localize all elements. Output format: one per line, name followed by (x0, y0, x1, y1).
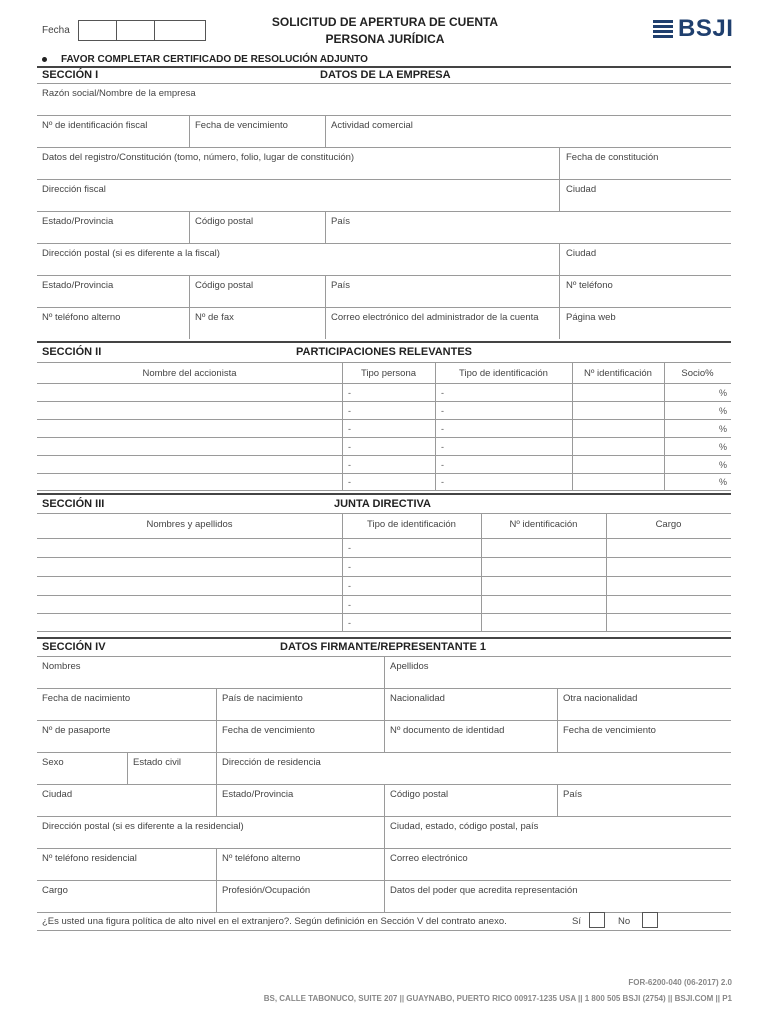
col-divider (384, 784, 385, 816)
socio-pct-unit: % (719, 388, 728, 398)
telefono-alterno-field[interactable]: Nº teléfono alterno (222, 853, 301, 864)
table-row (37, 437, 731, 438)
col-header-cargo: Cargo (655, 519, 682, 530)
table-row (37, 631, 731, 632)
tipo-id-select[interactable]: - (348, 562, 351, 572)
pasaporte-field[interactable]: Nº de pasaporte (42, 725, 111, 736)
telefono-field[interactable]: Nº teléfono (566, 280, 613, 291)
col-divider (127, 752, 128, 784)
pais-postal-field[interactable]: País (331, 280, 351, 291)
row-divider (37, 848, 731, 849)
col-header-tipo-id: Tipo de identificación (367, 519, 456, 530)
table-row (37, 490, 731, 491)
profesion-field[interactable]: Profesión/Ocupación (222, 885, 311, 896)
footer-address: BS, CALLE TABONUCO, SUITE 207 || GUAYNABO, PUERTO RICO 00917-1235 USA || 1 800 505 BSJI (2754) || BSJI.COM || P1 (263, 994, 732, 1003)
pep-question: ¿Es usted una figura política de alto nivel en el extranjero?. Según definición en Sección V del contrato anexo. (42, 916, 507, 927)
tipo-id-select[interactable]: - (441, 442, 444, 452)
tipo-persona-select[interactable]: - (348, 424, 351, 434)
cargo-field[interactable]: Cargo (42, 885, 68, 896)
pep-no-checkbox[interactable] (642, 912, 658, 928)
socio-pct-unit: % (719, 406, 728, 416)
date-field[interactable] (78, 20, 205, 41)
ciudad-field[interactable]: Ciudad (42, 789, 73, 800)
row-divider (37, 513, 731, 514)
table-row (37, 538, 731, 539)
table-row (37, 613, 731, 614)
section-divider (37, 341, 731, 343)
row-divider (37, 115, 731, 116)
pais-field[interactable]: País (563, 789, 583, 800)
fecha-vencimiento-documento-field[interactable]: Fecha de vencimiento (563, 725, 656, 736)
ciudad-estado-cp-field[interactable]: Ciudad, estado, código postal, país (390, 821, 539, 832)
tipo-id-select[interactable]: - (441, 424, 444, 434)
col-divider (557, 784, 558, 816)
socio-pct-unit: % (719, 477, 728, 487)
codigo-postal-postal-field[interactable]: Código postal (195, 280, 254, 291)
tipo-id-select[interactable]: - (348, 581, 351, 591)
fecha-nacimiento-field[interactable]: Fecha de nacimiento (42, 693, 131, 704)
col-divider (216, 752, 217, 784)
col-header-tipo-id: Tipo de identificación (459, 368, 548, 379)
bullet-note (42, 54, 368, 65)
row-divider (37, 930, 731, 931)
section-3-title: JUNTA DIRECTIVA (334, 498, 431, 510)
fecha-vencimiento-field[interactable]: Fecha de vencimiento (195, 120, 288, 131)
col-divider (384, 816, 385, 912)
id-fiscal-field[interactable]: Nº de identificación fiscal (42, 120, 148, 131)
section-divider (37, 493, 731, 495)
form-code: FOR-6200-040 (06-2017) 2.0 (628, 978, 732, 987)
row-divider (37, 880, 731, 881)
col-divider (325, 115, 326, 147)
logo-bars-icon (653, 20, 673, 38)
fax-field[interactable]: Nº de fax (195, 312, 234, 323)
row-divider (37, 912, 731, 913)
nombres-field[interactable]: Nombres (42, 661, 81, 672)
tipo-persona-select[interactable]: - (348, 442, 351, 452)
tipo-id-select[interactable]: - (441, 460, 444, 470)
col-divider (664, 362, 665, 490)
ciudad-fiscal-field[interactable]: Ciudad (566, 184, 597, 195)
date-day-box[interactable] (78, 20, 117, 41)
tipo-id-select[interactable]: - (348, 600, 351, 610)
table-row (37, 401, 731, 402)
row-divider (37, 307, 731, 308)
row-divider (37, 362, 731, 363)
tipo-id-select[interactable]: - (441, 388, 444, 398)
col-divider (216, 784, 217, 816)
tipo-id-select[interactable]: - (348, 618, 351, 628)
pep-si-checkbox[interactable] (589, 912, 605, 928)
tipo-id-select[interactable]: - (441, 477, 444, 487)
socio-pct-unit: % (719, 424, 728, 434)
pais-field[interactable]: País (331, 216, 351, 227)
date-month-box[interactable] (116, 20, 155, 41)
tipo-persona-select[interactable]: - (348, 388, 351, 398)
direccion-fiscal-field[interactable]: Dirección fiscal (42, 184, 106, 195)
col-header-num-id: Nº identificación (509, 519, 578, 530)
direccion-residencia-field[interactable]: Dirección de residencia (222, 757, 321, 768)
row-divider (37, 83, 731, 84)
direccion-postal-field[interactable]: Dirección postal (si es diferente a la residencial) (42, 821, 244, 832)
pep-no-label: No (618, 916, 631, 927)
section-2-label: SECCIÓN II (42, 346, 102, 358)
row-divider (37, 275, 731, 276)
bullet-icon (42, 57, 47, 62)
section-3-label: SECCIÓN III (42, 498, 105, 510)
col-header-tipo-persona: Tipo persona (360, 368, 417, 379)
col-divider (384, 656, 385, 688)
col-divider (189, 115, 190, 147)
table-row (37, 576, 731, 577)
datos-poder-field[interactable]: Datos del poder que acredita representación (390, 885, 578, 896)
razon-social-field[interactable]: Razón social/Nombre de la empresa (42, 88, 196, 99)
section-divider (37, 66, 731, 68)
codigo-postal-field[interactable]: Código postal (195, 216, 254, 227)
tipo-persona-select[interactable]: - (348, 477, 351, 487)
pagina-web-field[interactable]: Página web (566, 312, 616, 323)
direccion-postal-field[interactable]: Dirección postal (si es diferente a la fiscal) (42, 248, 220, 259)
fecha-vencimiento-pasaporte-field[interactable]: Fecha de vencimiento (222, 725, 315, 736)
tipo-persona-select[interactable]: - (348, 460, 351, 470)
table-row (37, 383, 731, 384)
col-divider (325, 211, 326, 243)
codigo-postal-field[interactable]: Código postal (390, 789, 449, 800)
date-year-box[interactable] (154, 20, 206, 41)
socio-pct-unit: % (719, 460, 728, 470)
datos-registro-field[interactable]: Datos del registro/Constitución (tomo, número, folio, lugar de constitución) (42, 152, 355, 163)
col-divider (189, 211, 190, 243)
logo-text: BSJI (678, 15, 734, 42)
col-header-num-id: Nº identificación (584, 368, 652, 379)
pais-nacimiento-field[interactable]: País de nacimiento (222, 693, 303, 704)
actividad-comercial-field[interactable]: Actividad comercial (331, 120, 413, 131)
row-divider (37, 179, 731, 180)
section-1-title: DATOS DE LA EMPRESA (320, 69, 451, 81)
socio-pct-unit: % (719, 442, 728, 452)
pep-si-label: Sí (572, 916, 581, 927)
col-header-nombres: Nombres y apellidos (146, 519, 233, 530)
section-4-title: DATOS FIRMANTE/REPRESENTANTE 1 (280, 641, 486, 653)
table-row (37, 557, 731, 558)
section-4-label: SECCIÓN IV (42, 641, 106, 653)
otra-nacionalidad-field[interactable]: Otra nacionalidad (563, 693, 638, 704)
tipo-id-select[interactable]: - (348, 543, 351, 553)
date-label: Fecha (42, 25, 70, 36)
table-row (37, 473, 731, 474)
form-title: SOLICITUD DE APERTURA DE CUENTA (271, 15, 499, 29)
col-divider (572, 362, 573, 490)
nacionalidad-field[interactable]: Nacionalidad (390, 693, 445, 704)
telefono-alterno-field[interactable]: Nº teléfono alterno (42, 312, 121, 323)
sexo-field[interactable]: Sexo (42, 757, 64, 768)
row-divider (37, 752, 731, 753)
documento-identidad-field[interactable]: Nº documento de identidad (390, 725, 505, 736)
tipo-id-select[interactable]: - (441, 406, 444, 416)
fecha-constitucion-field[interactable]: Fecha de constitución (566, 152, 659, 163)
section-2-title: PARTICIPACIONES RELEVANTES (296, 346, 473, 358)
section-divider (37, 637, 731, 639)
tipo-persona-select[interactable]: - (348, 406, 351, 416)
row-divider (37, 243, 731, 244)
col-divider (342, 362, 343, 490)
col-divider (435, 362, 436, 490)
col-header-socio-pct: Socio% (681, 368, 714, 379)
row-divider (37, 720, 731, 721)
estado-provincia-postal-field[interactable]: Estado/Provincia (42, 280, 114, 291)
bank-logo (653, 15, 733, 43)
table-row (37, 455, 731, 456)
row-divider (37, 211, 731, 212)
table-row (37, 419, 731, 420)
apellidos-field[interactable]: Apellidos (390, 661, 429, 672)
estado-civil-field[interactable]: Estado civil (133, 757, 182, 768)
estado-provincia-field[interactable]: Estado/Provincia (222, 789, 294, 800)
section-1-label: SECCIÓN I (42, 69, 99, 81)
form-subtitle: PERSONA JURÍDICA (325, 32, 445, 46)
col-divider (559, 243, 560, 339)
telefono-residencial-field[interactable]: Nº teléfono residencial (42, 853, 137, 864)
bullet-note-text: FAVOR COMPLETAR CERTIFICADO DE RESOLUCIÓN ADJUNTO (61, 54, 368, 65)
correo-field[interactable]: Correo electrónico (390, 853, 468, 864)
col-header-accionista: Nombre del accionista (142, 368, 237, 379)
estado-provincia-field[interactable]: Estado/Provincia (42, 216, 114, 227)
ciudad-postal-field[interactable]: Ciudad (566, 248, 597, 259)
table-row (37, 595, 731, 596)
row-divider (37, 147, 731, 148)
correo-admin-field[interactable]: Correo electrónico del administrador de la cuenta (331, 312, 539, 323)
